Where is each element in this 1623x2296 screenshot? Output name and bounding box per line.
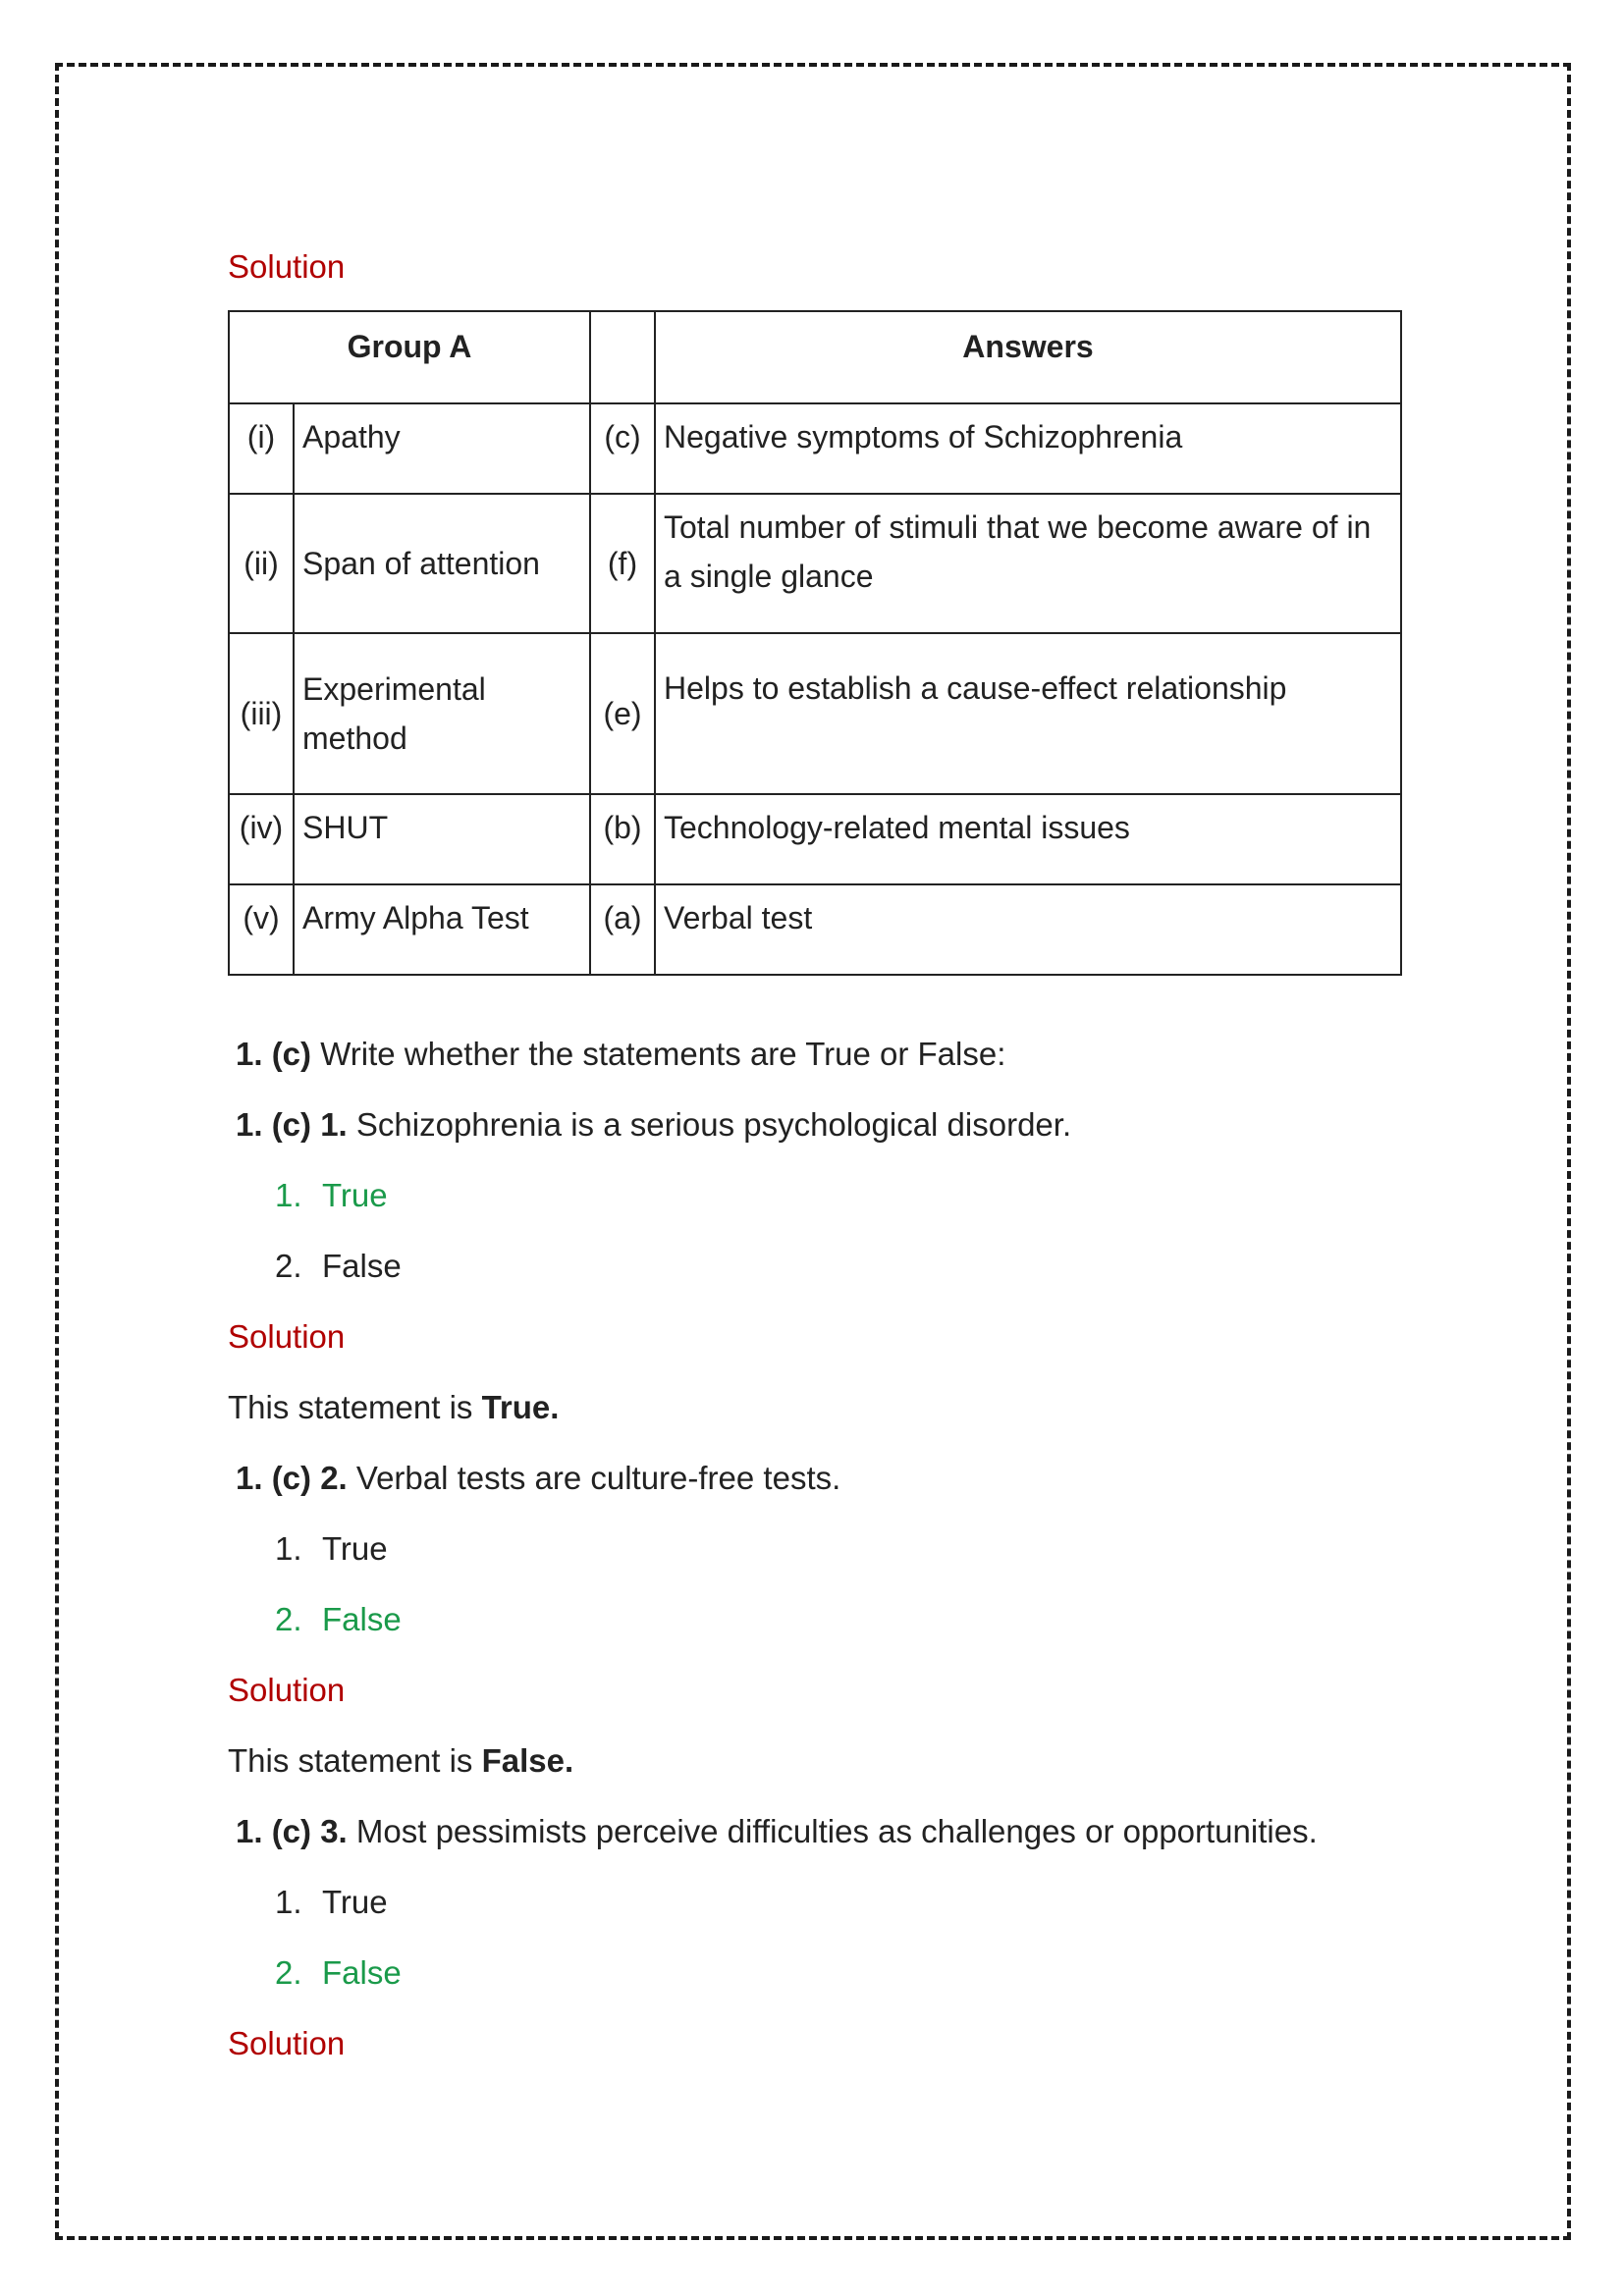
table-row [229,494,1401,633]
section-instruction-text: Write whether the statements are True or False: [320,1036,1006,1072]
row-number: (i) [229,403,294,494]
solution-text [228,1739,1406,1783]
page-content [228,245,1406,2065]
row-answer: Total number of stimuli that we become aware of in a single glance [655,494,1401,633]
option-true[interactable] [228,1174,1406,1217]
option-number: 2. [275,1954,302,1991]
option-label: True [322,1530,388,1567]
option-label: True [322,1884,388,1920]
match-table [228,310,1402,976]
solution-heading: Solution [228,248,346,285]
question-prefix: 1. (c) 1. [236,1106,348,1143]
option-label: True [322,1177,388,1213]
option-true[interactable] [228,1881,1406,1924]
table-row [229,884,1401,975]
section-instruction [228,1033,1406,1076]
option-label: False [322,1954,402,1991]
question-text: Most pessimists perceive difficulties as challenges or opportunities. [355,1813,1318,1849]
question-text: Verbal tests are culture-free tests. [355,1460,841,1496]
question-2 [228,1457,1406,1500]
solution-heading: Solution [228,1318,346,1355]
table-row [229,403,1401,494]
option-number: 1. [275,1884,302,1920]
row-item: Apathy [294,403,590,494]
row-item: Experimental method [294,633,590,794]
question-3 [228,1810,1406,1853]
row-number: (ii) [229,494,294,633]
option-number: 2. [275,1601,302,1637]
solution-answer: False. [481,1742,574,1779]
row-item: Span of attention [294,494,590,633]
solution-heading: Solution [228,2025,346,2061]
row-code: (e) [590,633,655,794]
solution-answer: True. [481,1389,560,1425]
header-group-a: Group A [229,311,590,403]
option-number: 1. [275,1530,302,1567]
question-1 [228,1103,1406,1147]
row-code: (c) [590,403,655,494]
question-prefix: 1. (c) 3. [236,1813,348,1849]
solution-heading: Solution [228,1672,346,1708]
table-row [229,794,1401,884]
option-number: 1. [275,1177,302,1213]
row-answer: Helps to establish a cause-effect relationship [655,633,1401,794]
row-code: (a) [590,884,655,975]
table-row [229,633,1401,794]
row-number: (v) [229,884,294,975]
option-label: False [322,1248,402,1284]
option-true[interactable] [228,1527,1406,1571]
question-text: Schizophrenia is a serious psychological disorder. [355,1106,1072,1143]
option-number: 2. [275,1248,302,1284]
row-answer: Verbal test [655,884,1401,975]
table-header-row [229,311,1401,403]
option-label: False [322,1601,402,1637]
section-prefix: 1. (c) [236,1036,312,1072]
row-number: (iii) [229,633,294,794]
solution-statement: This statement is [228,1389,473,1425]
solution-text [228,1386,1406,1429]
option-false[interactable] [228,1245,1406,1288]
row-code: (b) [590,794,655,884]
header-answers: Answers [655,311,1401,403]
question-prefix: 1. (c) 2. [236,1460,348,1496]
option-false[interactable] [228,1598,1406,1641]
row-answer: Negative symptoms of Schizophrenia [655,403,1401,494]
row-number: (iv) [229,794,294,884]
solution-statement: This statement is [228,1742,473,1779]
row-item: Army Alpha Test [294,884,590,975]
header-code [590,311,655,403]
row-item: SHUT [294,794,590,884]
row-answer: Technology-related mental issues [655,794,1401,884]
option-false[interactable] [228,1951,1406,1995]
row-code: (f) [590,494,655,633]
